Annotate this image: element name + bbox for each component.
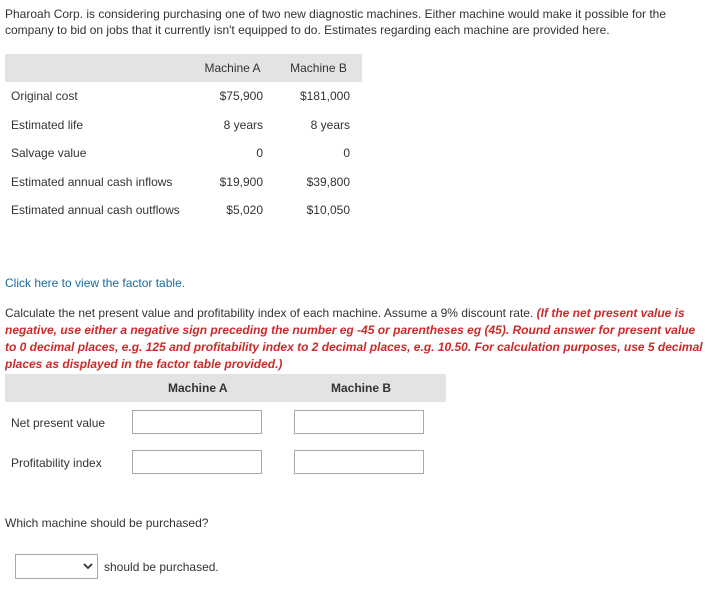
machine-b-value: 8 years xyxy=(310,117,350,132)
row-label: Estimated annual cash outflows xyxy=(11,203,180,218)
machine-b-value: $181,000 xyxy=(299,89,350,104)
table-row xyxy=(5,111,362,140)
machine-a-value: $5,020 xyxy=(226,203,263,218)
instructions xyxy=(5,305,703,373)
machine-b-value: 0 xyxy=(343,146,350,161)
machine-select[interactable] xyxy=(15,554,98,579)
answer-table-header xyxy=(5,374,446,402)
pi-label: Profitability index xyxy=(11,456,102,470)
factor-table-link[interactable]: Click here to view the factor table. xyxy=(5,276,186,290)
row-label: Estimated life xyxy=(11,117,84,132)
header-machine-a: Machine A xyxy=(190,54,275,82)
intro-text: Pharoah Corp. is considering purchasing one of two new diagnostic machines. Either machine would make it possible for the company to bid on jobs that it currently isn't equipped to do. Estimates regarding each machine are provided here. xyxy=(5,7,667,37)
table-header-row xyxy=(5,54,362,82)
machine-a-value: $19,900 xyxy=(219,174,263,189)
npv-machine-a-input[interactable] xyxy=(132,410,262,434)
table-row xyxy=(5,139,362,168)
machine-b-value: $10,050 xyxy=(306,203,350,218)
answer-header-machine-a: Machine A xyxy=(168,381,228,395)
row-label: Salvage value xyxy=(11,146,87,161)
instruction-rounding-note: (If the net present value is negative, use either a negative sign preceding the number eg -45 or parentheses eg (45). Round answer for present value to 0 decimal places, e.g. 125 and profitability index to 2 decimal places, e.g. 10.50. For calculation purposes, use 5 decimal places as displayed in the factor table provided.) xyxy=(5,306,703,371)
pi-machine-b-input[interactable] xyxy=(294,450,424,474)
row-label: Estimated annual cash inflows xyxy=(11,174,173,189)
machine-b-value: $39,800 xyxy=(306,174,350,189)
answer-header-machine-b: Machine B xyxy=(331,381,392,395)
header-machine-b: Machine B xyxy=(275,54,362,82)
machine-a-value: 0 xyxy=(256,146,263,161)
machine-a-value: 8 years xyxy=(223,117,263,132)
question-text: Which machine should be purchased? xyxy=(5,516,209,530)
machine-a-value: $75,900 xyxy=(219,89,263,104)
row-label: Original cost xyxy=(11,89,78,104)
chevron-down-icon xyxy=(83,559,93,576)
answer-suffix: should be purchased. xyxy=(104,560,219,574)
table-row xyxy=(5,196,362,225)
npv-machine-b-input[interactable] xyxy=(294,410,424,434)
instruction-text: Calculate the net present value and profitability index of each machine. Assume a 9% discount rate. xyxy=(5,306,537,320)
machine-estimates-table xyxy=(5,54,362,225)
npv-label: Net present value xyxy=(11,416,106,430)
header-blank xyxy=(5,54,190,82)
table-row xyxy=(5,168,362,197)
pi-machine-a-input[interactable] xyxy=(132,450,262,474)
table-row xyxy=(5,82,362,111)
